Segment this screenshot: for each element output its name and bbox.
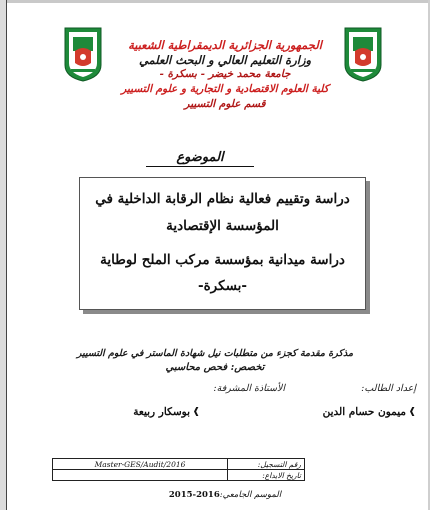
header-faculty: كلية العلوم الاقتصادية و التجارية و علوم التسيير bbox=[121, 83, 329, 95]
registration-number: Master-GES/Audit/2016 bbox=[53, 459, 228, 470]
academic-year-label: الموسم الجامعي: bbox=[219, 490, 282, 500]
university-logo-left-icon bbox=[62, 25, 104, 83]
title-line-2: المؤسسة الإقتصادية bbox=[166, 218, 279, 234]
academic-year bbox=[150, 490, 300, 500]
table-row bbox=[53, 459, 305, 470]
academic-year-value: 2016-2015 bbox=[168, 490, 220, 500]
deposit-date bbox=[53, 470, 228, 481]
header-republic: الجمهورية الجزائرية الديمقراطية الشعبية bbox=[128, 38, 322, 52]
page-left-border bbox=[6, 0, 7, 510]
header-university: جامعة محمد خيضر - بسكرة - bbox=[159, 68, 291, 80]
student-name: ميمون حسام الدين bbox=[322, 406, 406, 418]
university-logo-right-icon bbox=[342, 25, 384, 83]
title-line-4: -بسكرة- bbox=[198, 278, 247, 294]
header-department: قسم علوم التسيير bbox=[184, 98, 266, 110]
title-box bbox=[79, 177, 366, 310]
page-top-edge bbox=[0, 0, 430, 3]
bullet-icon: ❰ bbox=[192, 407, 200, 417]
header-ministry: وزارة التعليم العالي و البحث العلمي bbox=[138, 53, 312, 67]
title-line-3: دراسة ميدانية بمؤسسة مركب الملح لوطاية bbox=[100, 252, 345, 268]
student-label: إعداد الطالب: bbox=[361, 383, 416, 394]
topic-label: الموضوع bbox=[140, 150, 260, 165]
registration-number-label: رقم التسجيل: bbox=[228, 459, 305, 470]
bullet-icon: ❰ bbox=[408, 407, 416, 417]
supervisor-label: الأستاذة المشرفة: bbox=[213, 383, 285, 394]
title-line-1: دراسة وتقييم فعالية نظام الرقابة الداخلية في bbox=[95, 191, 350, 207]
registration-table bbox=[52, 458, 305, 481]
table-row bbox=[53, 470, 305, 481]
deposit-date-label: تاريخ الايداع: bbox=[228, 470, 305, 481]
memo-purpose: مذكرة مقدمة كجزء من متطلبات نيل شهادة الماستر في علوم التسيير bbox=[76, 348, 354, 359]
memo-specialty: تخصص: فحص محاسبي bbox=[165, 362, 265, 373]
supervisor-name: بوسكار ربيعة bbox=[133, 406, 190, 418]
